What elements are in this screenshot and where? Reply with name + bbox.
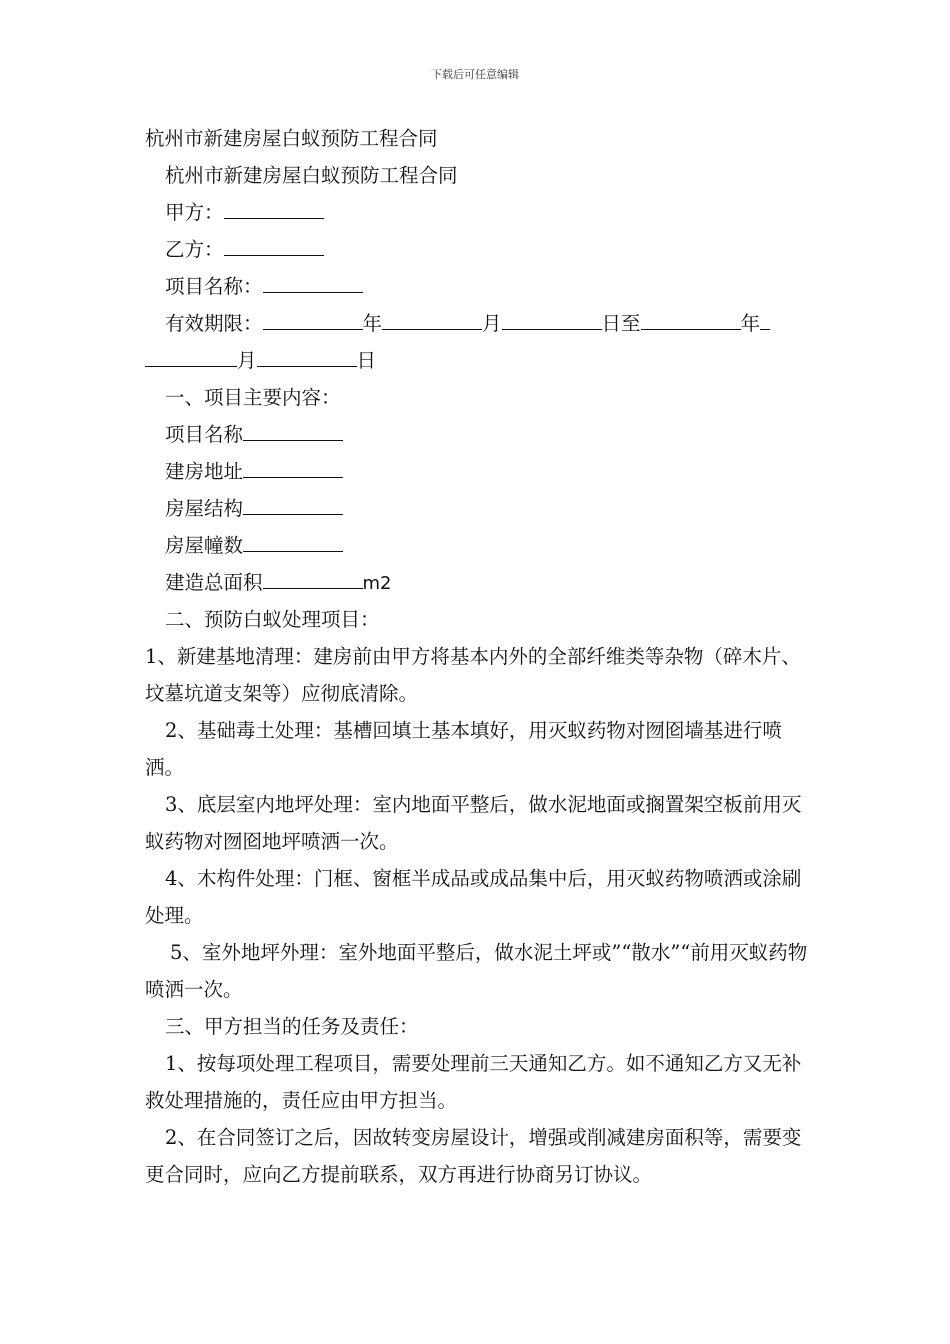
field-label: 房屋结构 xyxy=(165,497,244,520)
validity-month2-blank xyxy=(145,347,237,367)
contract-document xyxy=(145,120,810,1193)
project-name-label: 项目名称： xyxy=(165,275,263,298)
validity-month-label: 月 xyxy=(482,312,502,335)
validity-line xyxy=(145,305,810,342)
page-header-note: 下载后可任意编辑 xyxy=(431,68,519,81)
field-blank xyxy=(263,569,363,589)
section3-title: 三、甲方担当的任务及责任： xyxy=(165,1015,419,1038)
field-label: 建房地址 xyxy=(165,460,244,483)
section1-field-structure xyxy=(145,490,810,527)
section3-item: 1、按每项处理工程项目，需要处理前三天通知乙方。如不通知乙方又无补救处理措施的，责任应由甲方担当。 xyxy=(145,1052,802,1112)
section1-title: 一、项目主要内容： xyxy=(165,386,341,409)
section2-item: 1、新建基地清理：建房前由甲方将基本内外的全部纤维类等杂物（碎木片、坟墓坑道支架等）应彻底清除。 xyxy=(145,645,801,705)
field-label: 项目名称 xyxy=(165,423,244,446)
validity-month-blank xyxy=(382,310,482,330)
section2-item: 5、室外地坪外理：室外地面平整后，做水泥土坪或”“散水”“前用灭蚁药物喷洒一次。 xyxy=(145,941,808,1001)
validity-day-blank xyxy=(502,310,602,330)
field-blank xyxy=(243,421,343,441)
validity-label: 有效期限： xyxy=(165,312,263,335)
validity-day2-label: 日 xyxy=(356,349,377,372)
section3-item: 2、在合同签订之后，因故转变房屋设计，增强或削减建房面积等，需要变更合同时，应向乙方提前联系，双方再进行协商另订协议。 xyxy=(145,1126,802,1186)
field-label: 房屋幢数 xyxy=(165,534,244,557)
party-a-label: 甲方： xyxy=(165,201,224,224)
section2-item: 4、木构件处理：门框、窗框半成品或成品集中后，用灭蚁药物喷洒或涂刷处理。 xyxy=(145,867,802,927)
section1-field-building-count xyxy=(145,527,810,564)
section2-item: 2、基础毒土处理：基槽回填土基本填好，用灭蚁药物对囫囵墙基进行喷洒。 xyxy=(145,719,782,779)
validity-day2-blank xyxy=(257,347,357,367)
validity-line-2 xyxy=(145,342,810,379)
document-subtitle: 杭州市新建房屋白蚁预防工程合同 xyxy=(165,164,458,187)
validity-year-blank xyxy=(263,310,363,330)
field-blank xyxy=(243,458,343,478)
validity-trailing-blank xyxy=(760,310,770,330)
validity-day-to-label: 日至 xyxy=(601,312,641,335)
party-b-blank xyxy=(224,236,324,256)
party-a-line xyxy=(145,194,810,231)
section1-field-address xyxy=(145,453,810,490)
party-a-blank xyxy=(224,199,324,219)
field-blank xyxy=(243,532,343,552)
party-b-line xyxy=(145,231,810,268)
area-unit: m2 xyxy=(362,573,392,594)
section2-item: 3、底层室内地坪处理：室内地面平整后，做水泥地面或搁置架空板前用灭蚁药物对囫囵地坪喷洒一次。 xyxy=(145,793,802,853)
project-name-line xyxy=(145,268,810,305)
validity-year2-label: 年 xyxy=(740,312,761,335)
section1-field-project-name xyxy=(145,416,810,453)
party-b-label: 乙方： xyxy=(165,238,224,261)
section2-title: 二、预防白蚁处理项目： xyxy=(165,608,380,631)
field-blank xyxy=(243,495,343,515)
document-title: 杭州市新建房屋白蚁预防工程合同 xyxy=(145,127,438,150)
validity-month2-label: 月 xyxy=(237,349,257,372)
validity-year2-blank xyxy=(641,310,741,330)
project-name-blank xyxy=(263,273,363,293)
field-label: 建造总面积 xyxy=(165,571,263,594)
validity-year-label: 年 xyxy=(362,312,383,335)
section1-field-total-area xyxy=(145,564,810,601)
